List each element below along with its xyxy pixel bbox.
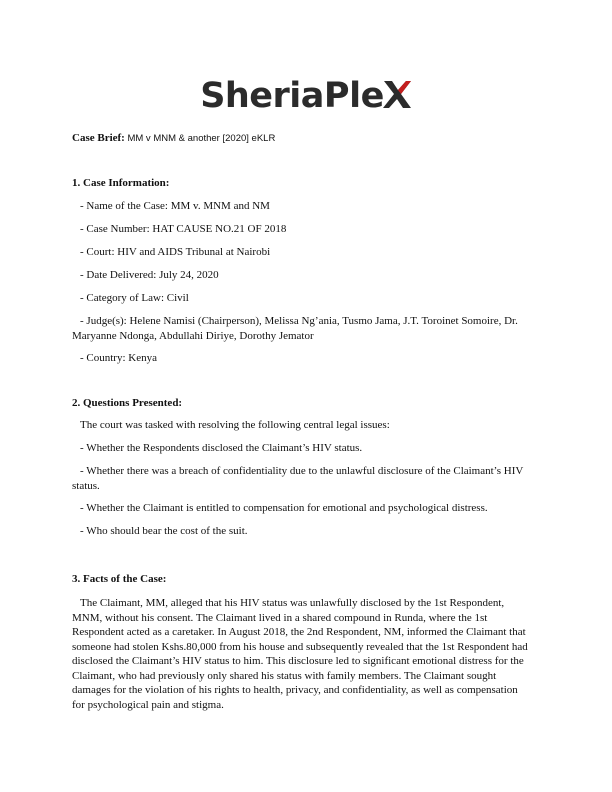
sheriaplex-logo — [0, 72, 612, 120]
question-item: - Whether the Claimant is entitled to compensation for emotional and psychological distress. — [80, 502, 488, 514]
logo-x-mark-icon — [382, 77, 412, 111]
question-item: - Whether there was a breach of confidentiality due to the unlawful disclosure of the Claimant’s HIV status. — [72, 465, 524, 492]
facts-section — [72, 572, 532, 712]
facts-paragraph: The Claimant, MM, alleged that his HIV status was unlawfully disclosed by the 1st Respondent, MNM, without his consent. The Claimant lived in a shared compound in Runda, where the 1st Respondent acted as a caretaker. In August 2018, the 2nd Respondent, NM, informed the Claimant that someone had stolen Kshs.80,000 from his house and subsequently revealed that the 1st Respondent had disclosed the Claimant’s HIV status to him. This disclosure led to significant emotional distress for the Claimant, who had previously only shared his status with family members. The Claimant sought damages for the violation of his rights to health, privacy, and confidentiality, as well as compensation for psychological pain and stigma. — [72, 597, 528, 711]
questions-presented-section — [72, 396, 532, 539]
case-brief-title: MM v MNM & another [2020] eKLR — [127, 133, 276, 144]
logo-wordmark: SheriaPle — [200, 76, 384, 116]
case-information-heading: 1. Case Information: — [72, 177, 170, 189]
case-name: - Name of the Case: MM v. MNM and NM — [80, 200, 270, 212]
questions-presented-heading: 2. Questions Presented: — [72, 397, 183, 409]
category-of-law: - Category of Law: Civil — [80, 292, 189, 304]
question-item: - Who should bear the cost of the suit. — [80, 525, 248, 537]
date-delivered: - Date Delivered: July 24, 2020 — [80, 269, 219, 281]
question-item: - Whether the Respondents disclosed the Claimant’s HIV status. — [80, 442, 363, 454]
questions-intro: The court was tasked with resolving the following central legal issues: — [80, 419, 390, 431]
country: - Country: Kenya — [80, 352, 157, 364]
case-information-section — [72, 176, 532, 366]
case-number: - Case Number: HAT CAUSE NO.21 OF 2018 — [80, 223, 287, 235]
court: - Court: HIV and AIDS Tribunal at Nairobi — [80, 246, 271, 258]
case-brief-label: Case Brief: — [72, 132, 125, 144]
facts-heading: 3. Facts of the Case: — [72, 573, 167, 585]
judges: - Judge(s): Helene Namisi (Chairperson), Melissa Ng’ania, Tusmo Jama, J.T. Toroinet Somoire, Dr. Maryanne Ndonga, Abdullahi Diriye, Dorothy Jemator — [72, 315, 518, 342]
case-brief-line — [72, 131, 275, 146]
